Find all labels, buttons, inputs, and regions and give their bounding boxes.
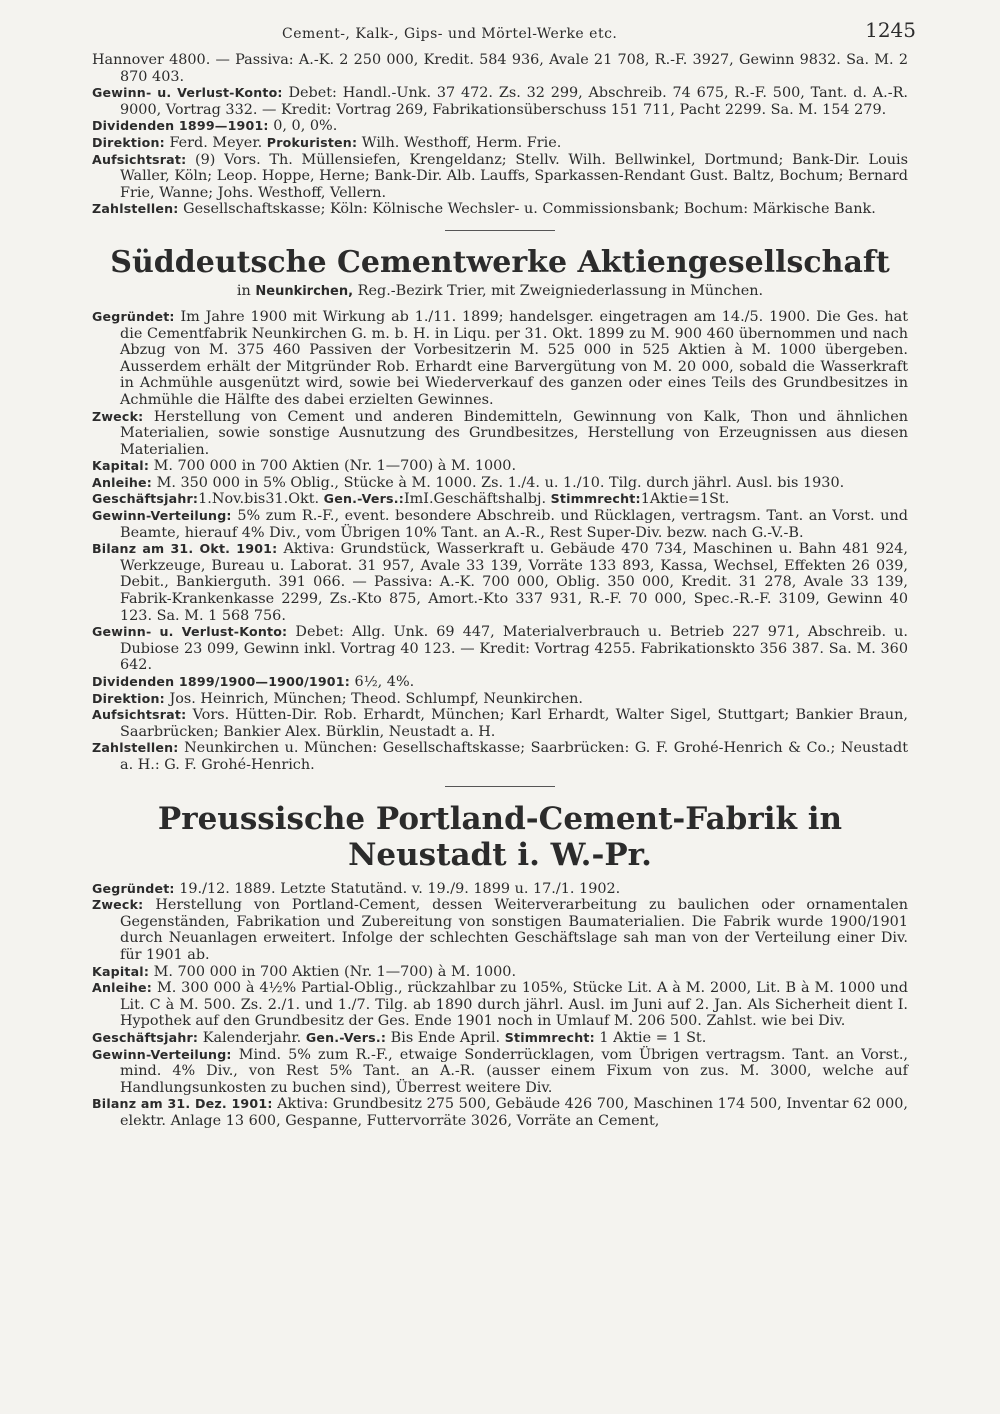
purpose-entry [92,409,908,459]
management-entry [92,691,908,708]
management-label: Direktion: [92,690,165,706]
running-title: Cement-, Kalk-, Gips- und Mörtel-Werke etc. [282,26,618,42]
loan-label: Anleihe: [92,474,153,490]
page-number: 1245 [865,18,916,42]
supervisory-board-label: Aufsichtsrat: [92,151,187,167]
management-text: Ferd. Meyer. [169,134,263,151]
running-header [92,18,916,52]
balance-entry [92,541,908,624]
dividends-label: Dividenden 1899—1901: [92,118,269,134]
company-title: Süddeutsche Cementwerke Aktiengesellschaft [110,244,890,280]
profit-loss-text: Debet: Allg. Unk. 69 447, Materialverbrauch u. Betrieb 227 971, Abschreib. u. Dubiose 23 099, Gewinn inkl. Vortrag 40 123. — Kredit: Vortrag 4255. Fabrikationskto 356 387. Sa. M. 360 642. [120,624,908,674]
balance-label: Bilanz am 31. Dez. 1901: [92,1096,273,1112]
company-subtitle [92,283,908,299]
section-divider [445,230,555,231]
management-label: Direktion: [92,134,165,150]
paying-agents-label: Zahlstellen: [92,740,179,756]
profit-loss-label: Gewinn- u. Verlust-Konto: [92,624,288,640]
purpose-text: Herstellung von Portland-Cement, dessen Weiterverarbeitung zu baulichen oder ornamentalen Gegenständen, Fabrikation und Zubereitung von sonstigen Baumaterialien. Die Fabrik wurde 1900/1901 durch Neuanlagen erweitert. Infolge der schlechten Geschäftslage sah man von der Verteilung einer Div. für 1901 ab. [120,897,908,963]
dividends-label: Dividenden 1899/1900—1900/1901: [92,674,350,689]
fiscal-year-text: Kalenderjahr. [202,1029,302,1046]
profit-loss-entry [92,624,908,674]
capital-text: M. 700 000 in 700 Aktien (Nr. 1—700) à M. 1000. [153,458,517,475]
management-entry [92,135,908,152]
fiscal-year-label: Geschäftsjahr: [92,1029,199,1045]
company-title: Preussische Portland-Cement-Fabrik in Neustadt i. W.-Pr. [157,800,843,873]
supervisory-board-entry [92,707,908,740]
company-entry-sueddeutsche [92,245,908,774]
founded-text: 19./12. 1889. Letzte Statutänd. v. 19./9. 1899 u. 17./1. 1902. [179,880,621,897]
paying-agents-label: Zahlstellen: [92,201,179,217]
company-location: Neunkirchen, [255,283,354,299]
profit-distribution-text: Mind. 5% zum R.-F., etwaige Sonderrücklagen, vom Übrigen vertragsm. Tant. an Vorst., mind. 4% Div., von Rest 5% Tant. an A.-R. (ausser einem Fixum von zus. M. 3000, welche auf Handlungsunkosten zu buchen sind), Überrest weitere Div. [120,1046,908,1096]
general-meeting-text: ImI.Geschäftshalbj. [403,491,547,508]
profit-distribution-text: 5% zum R.-F., event. besondere Abschreib. und Rücklagen, vertragsm. Tant. an Vorst. und Beamte, hierauf 4% Div., vom Übrigen 10% Tant. an A.-R., Rest Super-Div. bezw. nach G.-V.-B. [120,508,909,541]
paying-agents-entry [92,201,908,218]
dividends-text: 0, 0, 0%. [273,118,338,135]
procurators-label: Prokuristen: [266,134,358,150]
balance-text: Aktiva: Grundstück, Wasserkraft u. Gebäude 470 734, Maschinen u. Bahn 481 924, Werkzeuge, Bureau u. Laborat. 31 957, Avale 33 139, Vorräte 133 893, Kassa, Wechsel, Effekten 26 039, Debit., Bankierguth. 391 066. — Passiva: A.-K. 700 000, Oblig. 350 000, Kredit. 31 278, Avale 33 139, Fabrik-Krankenkasse 2299, Zs.-Kto 875, Amort.-Kto 337 931, R.-F. 70 000, Spec.-R.-F. 3109, Gewinn 40 123. Sa. M. 1 568 756. [120,541,908,624]
dividends-entry [92,118,908,135]
general-meeting-label: Gen.-Vers.: [305,1029,387,1045]
section-divider [445,786,555,787]
subtitle-rest: Reg.-Bezirk Trier, mit Zweigniederlassung in München. [357,282,764,299]
voting-right-text: 1 Aktie = 1 St. [599,1029,707,1046]
purpose-entry [92,897,908,963]
fiscal-year-entry [92,491,908,508]
capital-label: Kapital: [92,963,150,979]
general-meeting-label: Gen.-Vers.: [323,491,404,507]
fiscal-year-entry [92,1030,908,1047]
supervisory-board-text: (9) Vors. Th. Müllensiefen, Krengeldanz; Stellv. Wilh. Bellwinkel, Dortmund; Bank-Dir. Louis Waller, Köln; Leop. Hoppe, Herne; Bank-Dir. Alb. Lauffs, Sparkassen-Rendant Gust. Baltz, Bochum; Bernard Frie, Wanne; Johs. Westhoff, Vellern. [120,151,908,201]
loan-text: M. 350 000 in 5% Oblig., Stücke à M. 1000. Zs. 1./4. u. 1./10. Tilg. durch jährl. Ausl. bis 1930. [156,474,845,491]
loan-entry [92,475,908,492]
profit-loss-entry [92,85,908,118]
profit-distribution-entry [92,1047,908,1097]
profit-loss-text: Debet: Handl.-Unk. 37 472. Zs. 32 299, Abschreib. 74 675, R.-F. 500, Tant. d. A.-R. 9000, Vortrag 332. — Kredit: Vortrag 269, Fabrikationsüberschuss 151 711, Pacht 2299. Sa. M. 154 279. [120,85,908,118]
voting-right-label: Stimmrecht: [550,491,641,507]
capital-entry [92,458,908,475]
founded-label: Gegründet: [92,308,175,324]
founded-text: Im Jahre 1900 mit Wirkung ab 1./11. 1899; handelsger. eingetragen am 14./5. 1900. Die Ges. hat die Cementfabrik Neunkirchen G. m. b. H. in Liqu. per 31. Okt. 1899 zu M. 900 460 übernommen und nach Abzug von M. 375 460 Passiven der Vorbesitzerin M. 525 000 in 525 Aktien à M. 1000 übergeben. Ausserdem erhält der Mitgründer Rob. Erhardt eine Barvergütung von M. 20 000, sobald die Wasserkraft in Achmühle ausgenützt wird, sowie bei Wiederverkauf des ganzen oder eines Teils des Grundbesitzes in Achmühle die Hälfte des dabei erzielten Gewinnes. [120,308,908,408]
profit-distribution-entry [92,508,908,541]
management-text: Jos. Heinrich, München; Theod. Schlumpf, Neunkirchen. [169,690,583,707]
purpose-text: Herstellung von Cement und anderen Bindemitteln, Gewinnung von Kalk, Thon und ähnlichen Materialien, sowie sonstige Ausnutzung des Grundbesitzes, Herstellung von Erzeugnissen aus diesen Materialien. [120,408,908,458]
balance-continuation: Hannover 4800. — Passiva: A.-K. 2 250 000, Kredit. 584 936, Avale 21 708, R.-F. 3927, Gewinn 9832. Sa. M. 2 870 403. [92,52,908,85]
founded-entry [92,881,908,898]
loan-text: M. 300 000 à 4½% Partial-Oblig., rückzahlbar zu 105%, Stücke Lit. A à M. 2000, Lit. B à M. 1000 und Lit. C à M. 500. Zs. 2./1. und 1./7. Tilg. ab 1890 durch jährl. Ausl. im Juni auf 2. Jan. Als Sicherheit dient I. Hypothek auf den Grundbesitz der Ges. Ende 1901 noch in Umlauf M. 206 500. Zahlst. wie bei Div. [120,980,909,1030]
purpose-label: Zweck: [92,897,144,913]
dividends-entry [92,674,908,691]
purpose-label: Zweck: [92,408,144,424]
profit-loss-label: Gewinn- u. Verlust-Konto: [92,85,283,101]
fiscal-year-text: 1.Nov.bis31.Okt. [198,491,320,508]
paying-agents-text: Neunkirchen u. München: Gesellschaftskasse; Saarbrücken: G. F. Grohé-Henrich & Co.; Neustadt a. H.: G. F. Grohé-Henrich. [120,740,908,773]
profit-distribution-label: Gewinn-Verteilung: [92,508,232,524]
supervisory-board-label: Aufsichtsrat: [92,707,187,723]
procurators-text: Wilh. Westhoff, Herm. Frie. [361,134,562,151]
loan-entry [92,980,908,1030]
dividends-text: 6½, 4%. [354,674,415,690]
founded-entry [92,309,908,409]
balance-entry [92,1096,908,1129]
capital-entry [92,964,908,981]
supervisory-board-text: Vors. Hütten-Dir. Rob. Erhardt, München; Karl Erhardt, Walter Sigel, Stuttgart; Bankier Braun, Saarbrücken; Bankier Alex. Bürklin, Neustadt a. H. [120,707,909,740]
capital-text: M. 700 000 in 700 Aktien (Nr. 1—700) à M. 1000. [153,963,517,980]
founded-label: Gegründet: [92,880,175,896]
profit-distribution-label: Gewinn-Verteilung: [92,1046,232,1062]
voting-right-label: Stimmrecht: [504,1029,595,1045]
supervisory-board-entry [92,152,908,202]
company-entry-preussische [92,801,908,1130]
previous-entry-continuation [92,52,908,218]
paying-agents-text: Gesellschaftskasse; Köln: Kölnische Wechsler- u. Commissionsbank; Bochum: Märkische Bank. [183,201,876,218]
balance-label: Bilanz am 31. Okt. 1901: [92,541,278,557]
general-meeting-text: Bis Ende April. [390,1029,501,1046]
subtitle-in: in [236,282,251,299]
fiscal-year-label: Geschäftsjahr: [92,491,199,507]
loan-label: Anleihe: [92,980,153,996]
capital-label: Kapital: [92,458,150,474]
balance-text: Aktiva: Grundbesitz 275 500, Gebäude 426 700, Maschinen 174 500, Inventar 62 000, elektr. Anlage 13 600, Gespanne, Futtervorräte 3026, Vorräte an Cement, [120,1096,908,1129]
voting-right-text: 1Aktie=1St. [640,491,730,508]
paying-agents-entry [92,740,908,773]
